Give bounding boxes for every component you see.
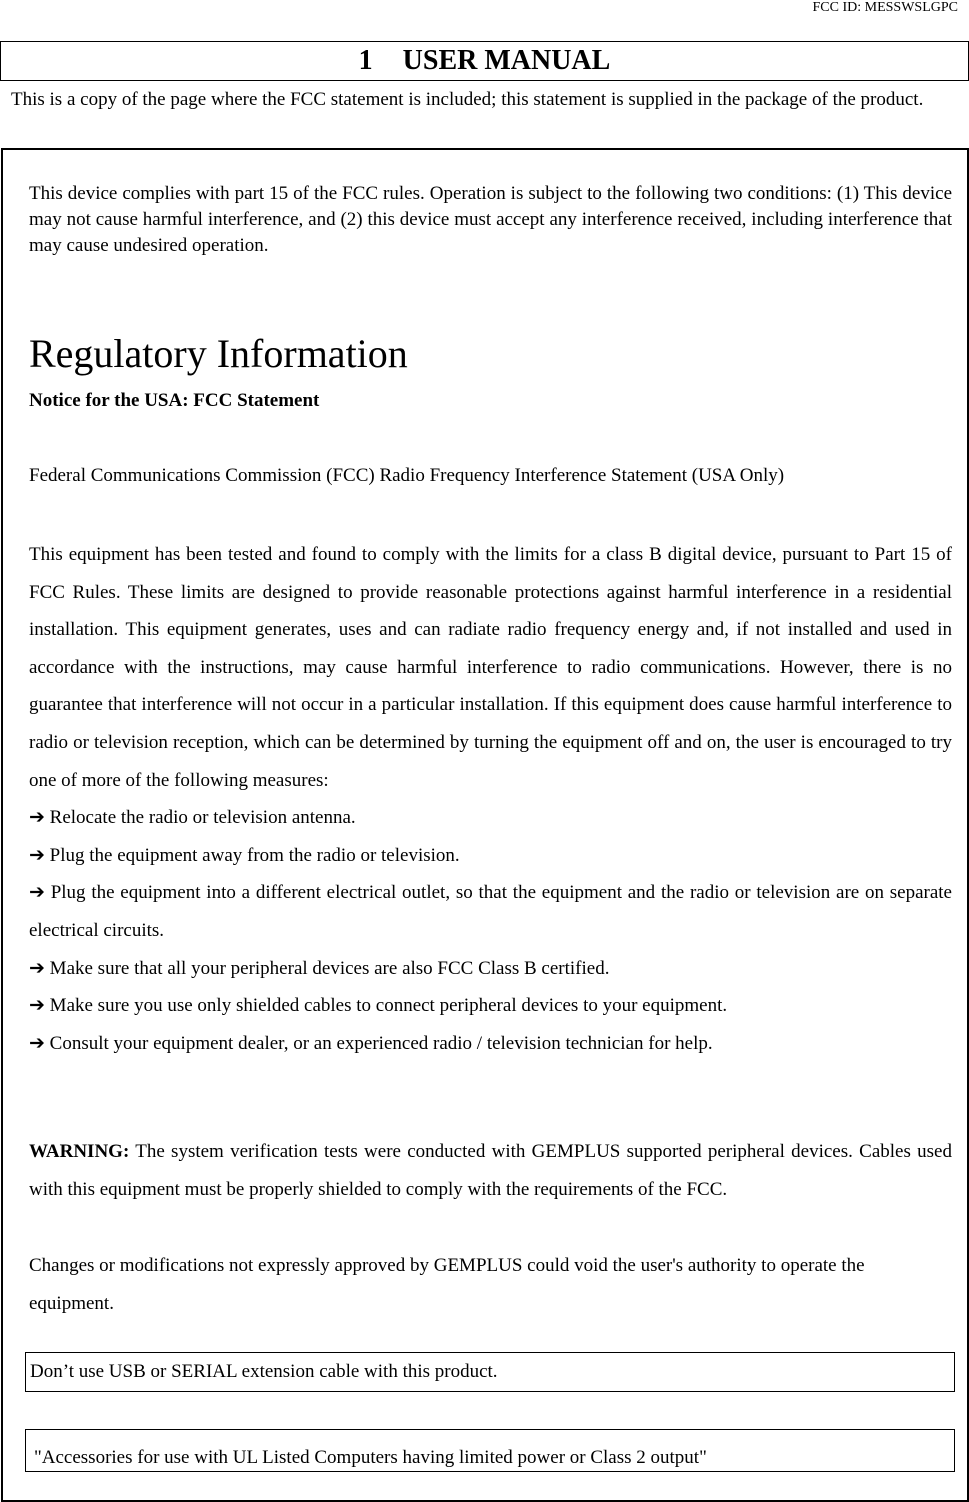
measure-text: Plug the equipment away from the radio or television. bbox=[49, 844, 460, 866]
intro-paragraph: This is a copy of the page where the FCC statement is included; this statement is supplied in the package of the product. bbox=[11, 89, 924, 110]
fcc-statement-frame bbox=[1, 148, 969, 1502]
regulatory-title: Regulatory Information bbox=[29, 331, 408, 376]
body-paragraph: This equipment has been tested and found to comply with the limits for a class B digital device, pursuant to Part 15 of FCC Rules. These limits are designed to provide reasonable protections against harmful interference in a residential installation. This equipment generates, uses and can radiate radio frequency energy and, if not installed and used in accordance with the instructions, may cause harmful interference to radio communications. However, there is no guarantee that interference will not occur in a particular installation. If this equipment does cause harmful interference to radio or television reception, which can be determined by turning the equipment off and on, the user is encouraged to try one of more of the following measures: bbox=[29, 544, 952, 791]
section-title bbox=[0, 41, 969, 81]
warning-paragraph bbox=[29, 1133, 952, 1208]
measure-item bbox=[29, 950, 952, 988]
arrow-icon: ➔ bbox=[29, 882, 45, 904]
notice-heading: Notice for the USA: FCC Statement bbox=[29, 390, 320, 411]
measure-text: Consult your equipment dealer, or an experienced radio / television technician for help. bbox=[49, 1032, 713, 1054]
usb-note-box: Don’t use USB or SERIAL extension cable with this product. bbox=[25, 1352, 955, 1392]
measure-text: Make sure you use only shielded cables to connect peripheral devices to your equipment. bbox=[49, 995, 728, 1017]
measure-text: Make sure that all your peripheral devices are also FCC Class B certified. bbox=[49, 957, 610, 979]
measure-text: Relocate the radio or television antenna. bbox=[49, 807, 356, 829]
arrow-icon: ➔ bbox=[29, 957, 45, 979]
section-number: 1 bbox=[358, 45, 373, 76]
measure-item bbox=[29, 799, 952, 837]
federal-heading: Federal Communications Commission (FCC) Radio Frequency Interference Statement (USA Only) bbox=[29, 465, 785, 486]
arrow-icon: ➔ bbox=[29, 995, 45, 1017]
measure-item bbox=[29, 837, 952, 875]
arrow-icon: ➔ bbox=[29, 844, 45, 866]
changes-paragraph: Changes or modifications not expressly approved by GEMPLUS could void the user's authority to operate the equipment. bbox=[29, 1255, 865, 1314]
section-title-text: USER MANUAL bbox=[402, 45, 611, 76]
measure-item bbox=[29, 874, 952, 949]
warning-text: The system verification tests were conducted with GEMPLUS supported peripheral devices. Cables used with this equipment must be properly shielded to comply with the requirements of the FCC. bbox=[29, 1141, 952, 1200]
fcc-id-header: FCC ID: MESSWSLGPC bbox=[812, 0, 958, 15]
compliance-paragraph: This device complies with part 15 of the FCC rules. Operation is subject to the following two conditions: (1) This device may not cause harmful interference, and (2) this device must accept any interference received, including interference that may cause undesired operation. bbox=[29, 183, 952, 256]
statement-body bbox=[29, 536, 952, 1062]
warning-label: WARNING: bbox=[29, 1141, 130, 1162]
measure-item bbox=[29, 987, 952, 1025]
measure-text: Plug the equipment into a different electrical outlet, so that the equipment and the radio or television are on separate electrical circuits. bbox=[29, 882, 952, 941]
accessories-note-box: "Accessories for use with UL Listed Computers having limited power or Class 2 output" bbox=[25, 1429, 955, 1472]
arrow-icon: ➔ bbox=[29, 807, 45, 829]
arrow-icon: ➔ bbox=[29, 1032, 45, 1054]
measure-item bbox=[29, 1025, 952, 1063]
